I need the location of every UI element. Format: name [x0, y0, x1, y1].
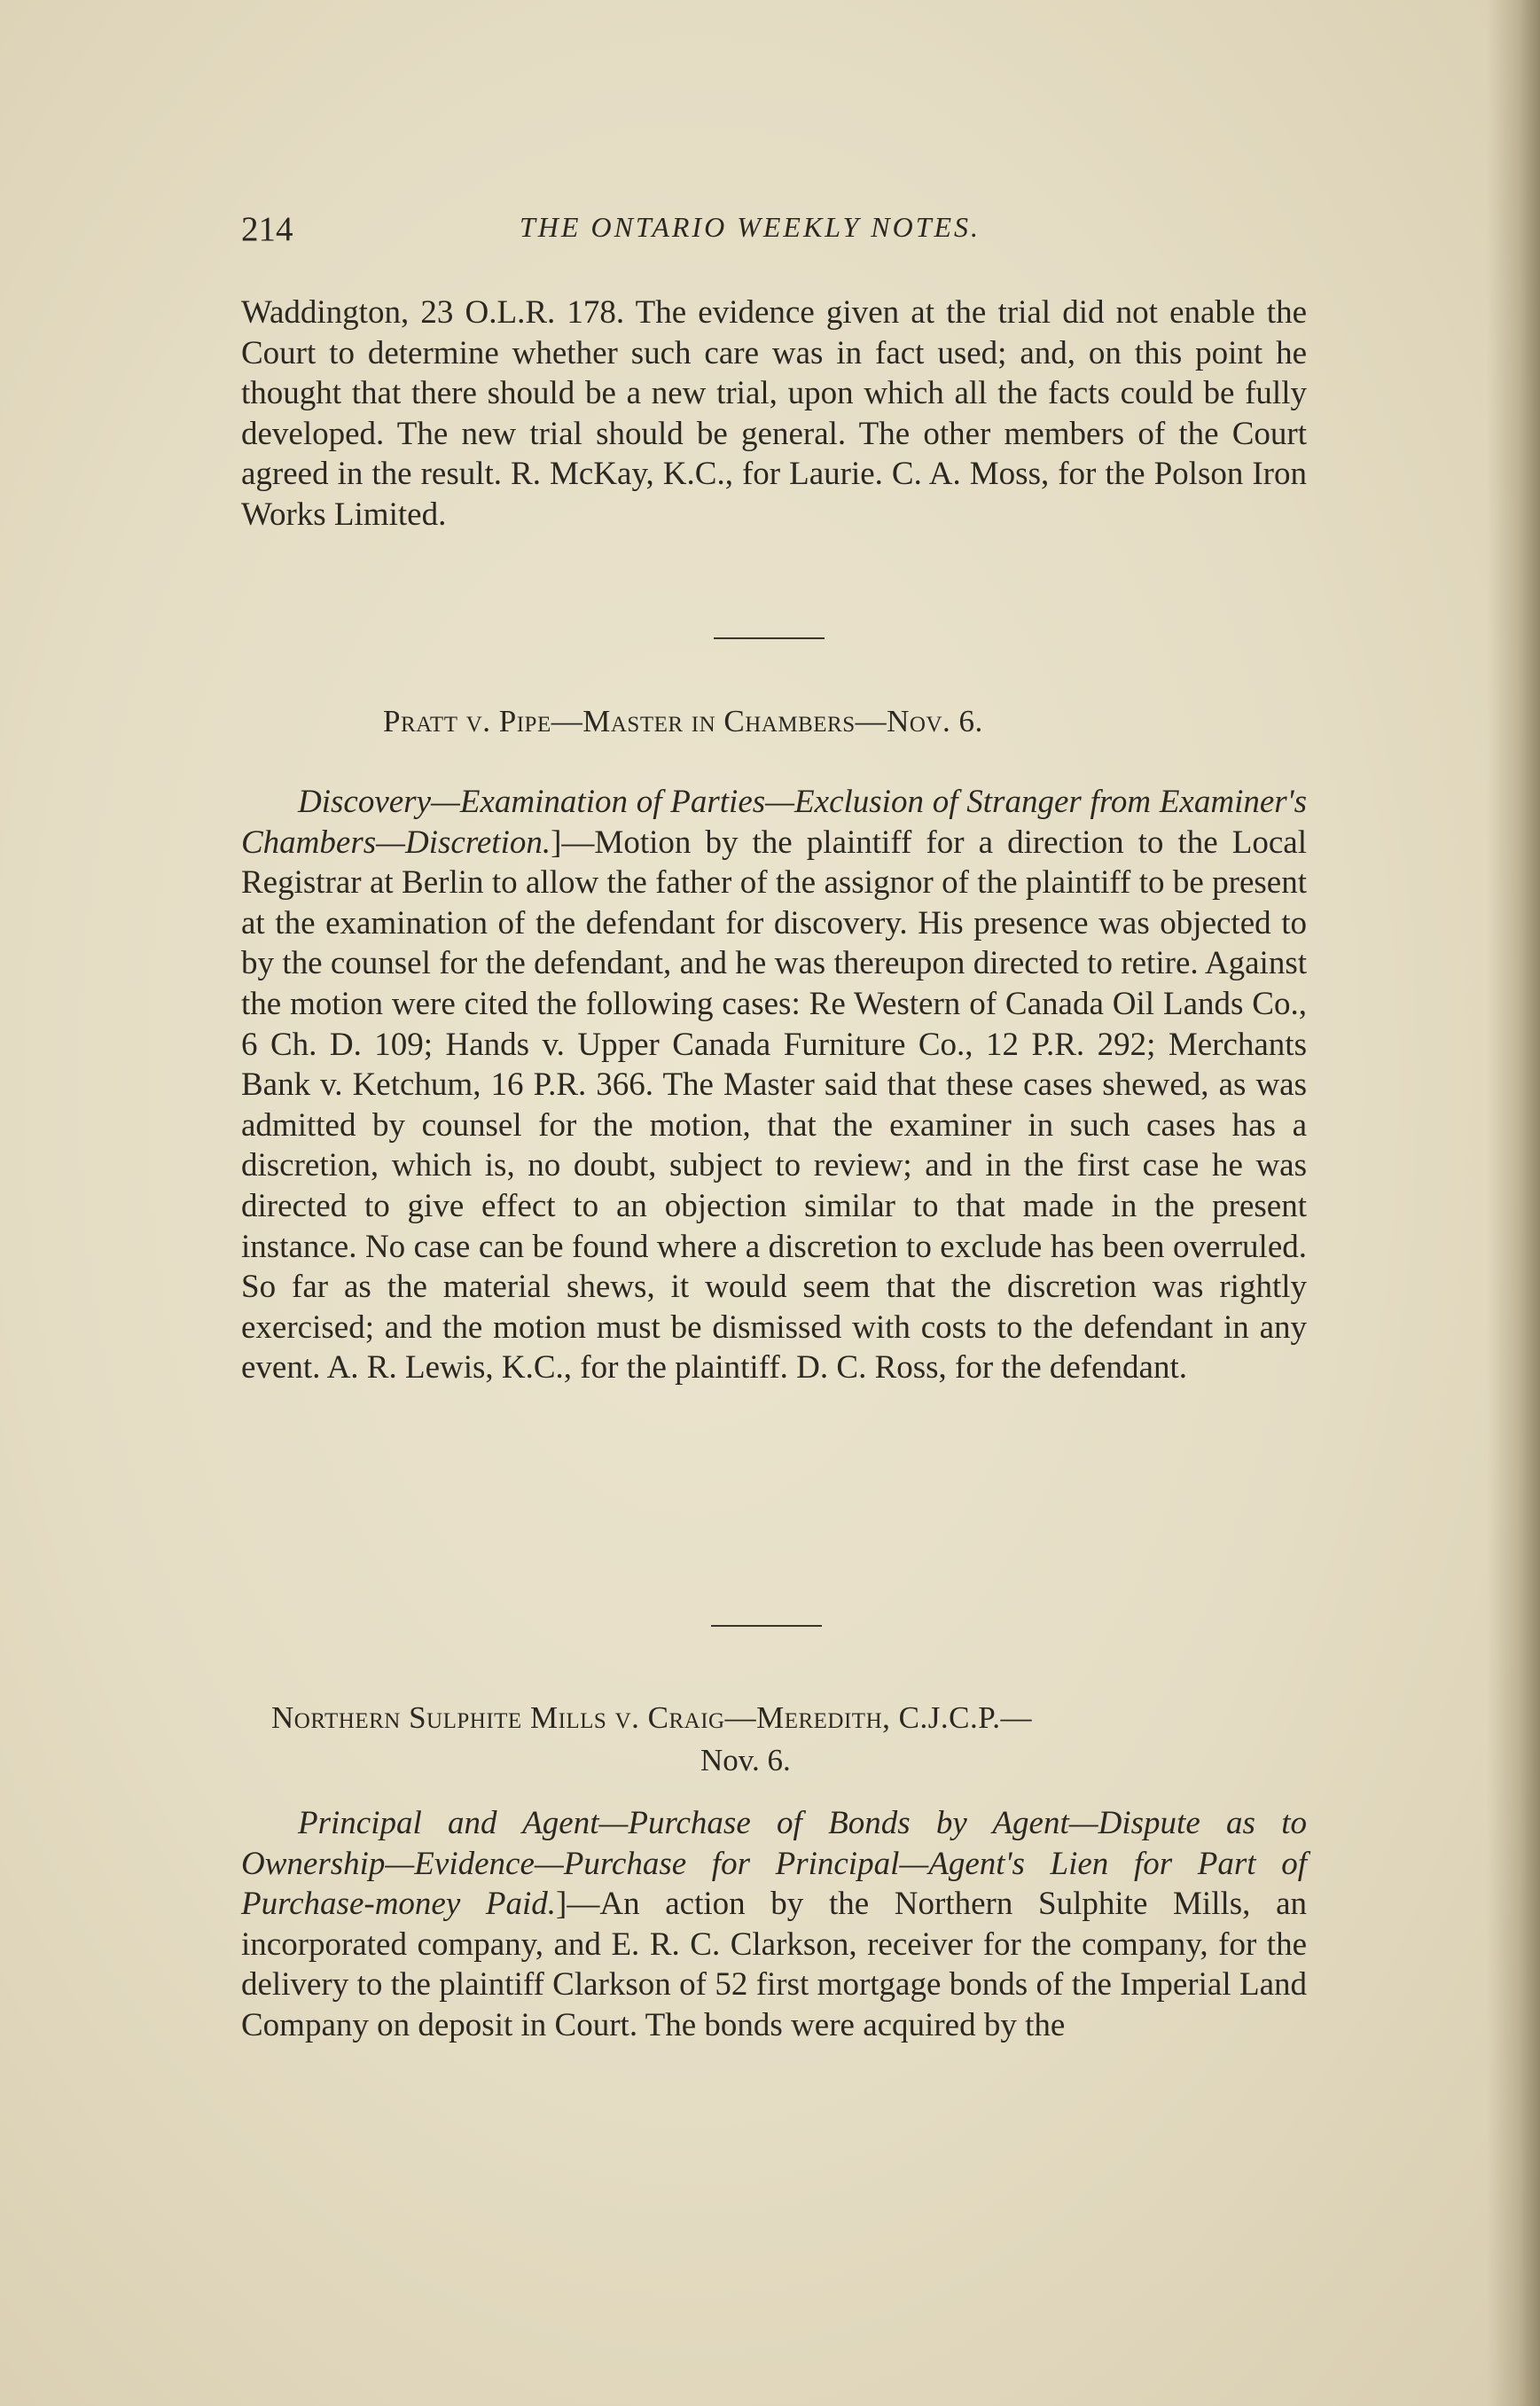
continued-paragraph: Waddington, 23 O.L.R. 178. The evidence given at the trial did not enable the Court to determine whether such care was in fact used; and, on this point he thought that there should be a new trial, upon which all the facts could be fully developed. The new trial should be general. The other members of the Court agreed in the result. R. McKay, K.C., for Laurie. C. A. Moss, for the Polson Iron Works Limited. — [241, 294, 1307, 533]
case-heading: Pratt v. Pipe—Master in Chambers—Nov. 6. — [383, 704, 983, 738]
page-edge-shadow — [1487, 0, 1540, 2406]
case-date: Nov. 6. — [700, 1743, 791, 1777]
case-heading: Northern Sulphite Mills v. Craig—Meredith, C.J.C.P.— — [271, 1700, 1033, 1735]
page-number: 214 — [241, 210, 293, 248]
section-divider — [711, 1625, 822, 1627]
case-paragraph — [241, 1803, 1307, 2046]
section-divider — [714, 637, 825, 639]
running-head — [241, 206, 1314, 259]
case-catchwords: Discovery—Examination of Parties—Exclusion of Stranger from Examiner's Chambers—Discretion. — [241, 784, 1307, 861]
case-paragraph — [241, 782, 1307, 1388]
case-body: ]—Motion by the plaintiff for a direction to the Local Registrar at Berlin to allow the father of the assignor of the plaintiff to be present at the examination of the defendant for discovery. His presence was objected to by the counsel for the defendant, and he was thereupon directed to retire. Against the motion were cited the following cases: Re Western of Canada Oil Lands Co., 6 Ch. D. 109; Hands v. Upper Canada Furniture Co., 12 P.R. 292; Merchants Bank v. Ketchum, 16 P.R. 366. The Master said that these cases shewed, as was admitted by counsel for the motion, that the examiner in such cases has a discretion, which is, no doubt, subject to review; and in the first case he was directed to give effect to an objection similar to that made in the present instance. No case can be found where a discretion to exclude has been overruled. So far as the material shews, it would seem that the discretion was rightly exercised; and the motion must be dismissed with costs to the defendant in any event. A. R. Lewis, K.C., for the plaintiff. D. C. Ross, for the defendant. — [241, 824, 1307, 1387]
case-body: ]—An action by the Northern Sulphite Mills, an incorporated company, and E. R. C. Clarkson, receiver for the company, for the delivery to the plaintiff Clarkson of 52 first mortgage bonds of the Imperial Land Company on deposit in Court. The bonds were acquired by the — [241, 1886, 1307, 2043]
case-catchwords: Principal and Agent—Purchase of Bonds by Agent—Dispute as to Ownership—Evidence—Purchase for Principal—Agent's Lien for Part of Purchase-money Paid. — [241, 1805, 1307, 1923]
running-title: THE ONTARIO WEEKLY NOTES. — [520, 211, 981, 243]
